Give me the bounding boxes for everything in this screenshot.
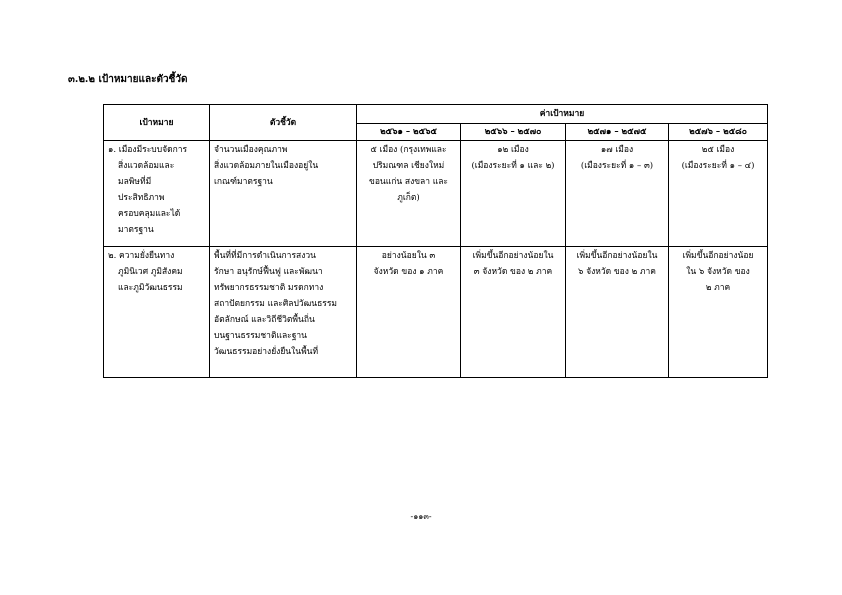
target-cell <box>357 141 461 247</box>
header-period: ๒๕๗๑ – ๒๕๗๕ <box>566 124 669 141</box>
goal-line: ๑. เมืองมีระบบจัดการ <box>108 145 188 155</box>
target-line: เพิ่มขึ้นอีกอย่างน้อยใน <box>472 251 554 261</box>
table-row <box>104 247 768 378</box>
goal-line: มลพิษที่มี <box>118 177 152 187</box>
target-cell <box>566 247 669 378</box>
target-line: เพิ่มขึ้นอีกอย่างน้อย <box>682 251 754 261</box>
target-line: ขอนแก่น สงขลา และ <box>369 177 448 187</box>
target-line: ๒๕ เมือง <box>701 145 735 155</box>
target-cell <box>461 141 566 247</box>
target-line: (เมืองระยะที่ ๑ – ๔) <box>681 161 755 171</box>
goal-line: ครอบคลุมและได้ <box>118 209 181 219</box>
target-cell <box>461 247 566 378</box>
target-cell <box>566 141 669 247</box>
target-cell <box>669 141 768 247</box>
table-row <box>104 141 768 247</box>
target-line: เพิ่มขึ้นอีกอย่างน้อยใน <box>576 251 658 261</box>
target-line: ๖ จังหวัด ของ ๒ ภาค <box>578 267 656 277</box>
target-line: (เมืองระยะที่ ๑ และ ๒) <box>471 161 555 171</box>
target-line: (เมืองระยะที่ ๑ – ๓) <box>580 161 654 171</box>
header-indicator: ตัวชี้วัด <box>210 105 357 141</box>
target-line: ใน ๖ จังหวัด ของ <box>686 267 750 277</box>
indicator-line: บนฐานธรรมชาติและฐาน <box>214 331 307 341</box>
indicator-line: จำนวนเมืองคุณภาพ <box>214 145 288 155</box>
target-line: จังหวัด ของ ๑ ภาค <box>373 267 444 277</box>
target-line: ๕ เมือง (กรุงเทพและ <box>370 145 447 155</box>
target-line: ๓ จังหวัด ของ ๒ ภาค <box>473 267 553 277</box>
header-period: ๒๕๗๖ – ๒๕๘๐ <box>669 124 768 141</box>
target-line: ๑๒ เมือง <box>497 145 529 155</box>
target-cell <box>669 247 768 378</box>
header-goal: เป้าหมาย <box>104 105 210 141</box>
header-target-value: ค่าเป้าหมาย <box>357 105 768 124</box>
goal-line: และภูมิวัฒนธรรม <box>118 283 183 293</box>
indicator-line: วัฒนธรรมอย่างยั่งยืนในพื้นที่ <box>214 347 319 357</box>
target-line: ภูเก็ต) <box>397 193 420 203</box>
target-line: ๒ ภาค <box>705 283 731 293</box>
goal-line: สิ่งแวดล้อมและ <box>118 161 175 171</box>
goal-cell <box>104 141 210 247</box>
goal-cell <box>104 247 210 378</box>
indicator-line: เกณฑ์มาตรฐาน <box>214 177 273 187</box>
indicator-cell <box>210 247 357 378</box>
goal-line: ภูมินิเวศ ภูมิสังคม <box>118 267 183 277</box>
goal-line: ๒. ความยั่งยืนทาง <box>108 251 175 261</box>
indicator-cell <box>210 141 357 247</box>
indicator-line: ทรัพยากรธรรมชาติ มรดกทาง <box>214 283 324 293</box>
indicator-line: สถาปัตยกรรม และศิลปวัฒนธรรม <box>214 299 338 309</box>
indicator-line: อัตลักษณ์ และวิถีชีวิตพื้นถิ่น <box>214 315 315 325</box>
header-period: ๒๕๖๖ – ๒๕๗๐ <box>461 124 566 141</box>
goal-line: มาตรฐาน <box>118 225 154 235</box>
section-heading: ๓.๒.๒ เป้าหมายและตัวชี้วัด <box>68 74 188 85</box>
goals-indicators-table <box>103 104 768 378</box>
indicator-line: สิ่งแวดล้อมภายในเมืองอยู่ใน <box>214 161 319 171</box>
goal-line: ประสิทธิภาพ <box>118 193 165 203</box>
target-line: ๑๗ เมือง <box>600 145 634 155</box>
indicator-line: พื้นที่ที่มีการดำเนินการสงวน <box>214 251 316 261</box>
indicator-line: รักษา อนุรักษ์ฟื้นฟู และพัฒนา <box>214 267 323 277</box>
target-line: อย่างน้อยใน ๓ <box>381 251 436 261</box>
target-line: ปริมณฑล เชียงใหม่ <box>372 161 445 171</box>
page-number: -๑๑๓- <box>410 512 432 521</box>
header-period: ๒๕๖๑ – ๒๕๖๕ <box>357 124 461 141</box>
target-cell <box>357 247 461 378</box>
